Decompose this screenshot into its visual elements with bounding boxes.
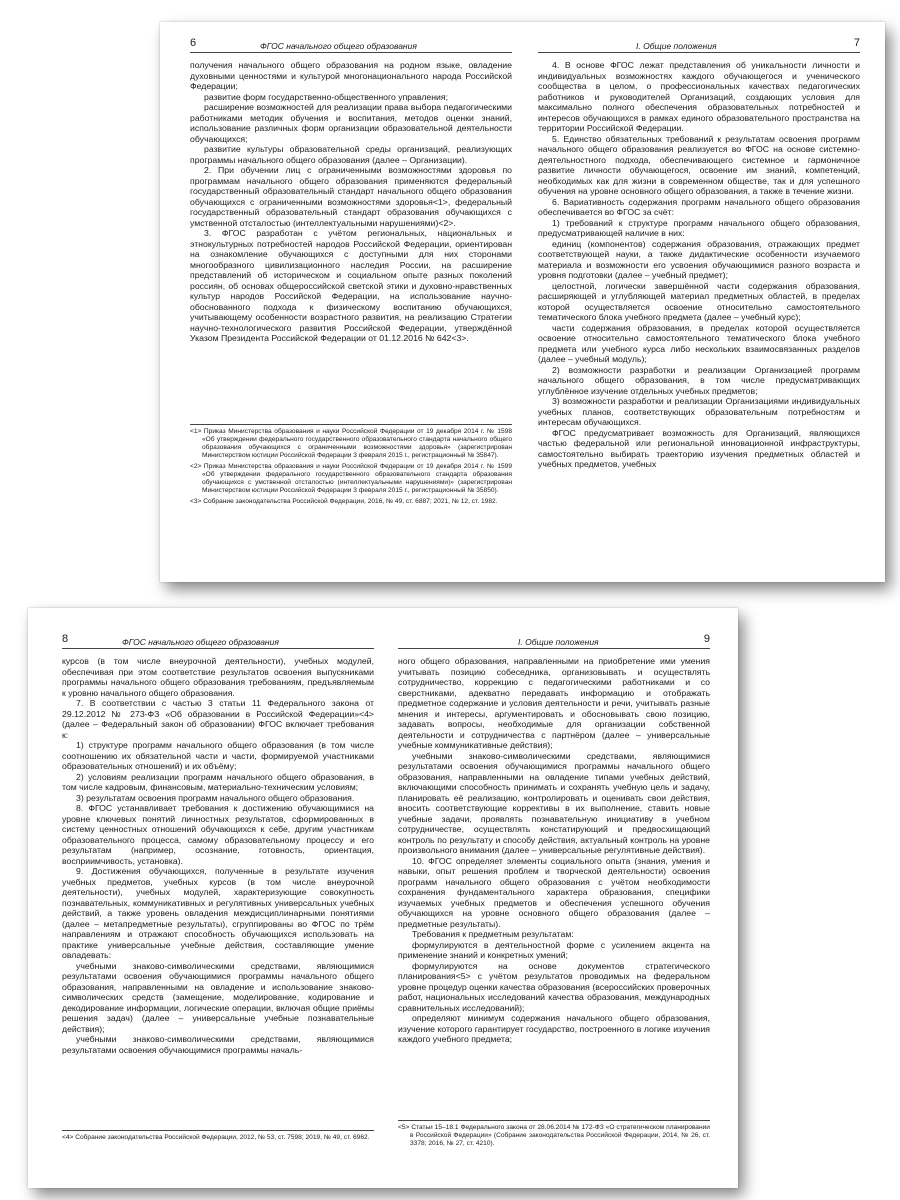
footnotes bbox=[190, 424, 512, 509]
paragraph: 4. В основе ФГОС лежат представления об уникальности личности и индивидуальных возможностях каждого обучающегося и ученического сообщества в целом, о профессиональных качествах педагогических работников и руководителей Организаций, создающих условия для максимально полного обеспечения образовательных потребностей и интересов обучающихся в рамках единого образовательного пространства на территории Российской Федерации. bbox=[538, 60, 860, 133]
paragraph: расширение возможностей для реализации права выбора педагогическими работниками методик обучения и воспитания, методов оценки знаний, использование различных форм организации образовательной деятельности обучающихся; bbox=[190, 102, 512, 144]
book-spread-top bbox=[160, 22, 885, 582]
paragraph: развитие форм государственно-общественного управления; bbox=[204, 91, 449, 102]
page-header bbox=[62, 633, 374, 649]
paragraph: 3) возможности разработки и реализации Организациями индивидуальных учебных планов, соответствующих образовательным потребностям и интересам обучающихся. bbox=[538, 396, 860, 427]
paragraph: ФГОС предусматривает возможность для Организаций, являющихся частью федеральной или региональной инновационной инфраструктуры, самостоятельно выбирать траекторию изучения предметных областей и учебных предметов, учебных bbox=[538, 427, 860, 469]
paragraph: 2) возможности разработки и реализации Организацией программ начального общего образования, в том числе предусматривающих углублённое изучение отдельных учебных предметов; bbox=[538, 364, 860, 396]
page-9 bbox=[398, 608, 710, 1188]
page-number: 6 bbox=[190, 37, 197, 49]
running-title: I. Общие положения bbox=[636, 41, 717, 51]
paragraph: 3) результатам освоения программ начального общего образования. bbox=[76, 792, 355, 803]
footnotes bbox=[62, 1130, 374, 1145]
paragraph: 3. ФГОС разработан с учётом региональных, национальных и этнокультурных потребностей народов Российской Федерации, ориентирован на ознакомление обучающихся с доступными для них сторонами многообразного цивилизационного наследия России, на расширение представлений об историческом и социальном опыте разных поколений россиян, об основах общероссийской светской этики и духовно-нравственных культур народов Российской Федерации, на использование научно-обоснованного подхода к физическому воспитанию обучающихся, учитывающему особенности возрастного развития, на реализацию Стратегии научно-технологического развития Российской Федерации, утверждённой Указом Президента Российской Федерации от 01.12.2016 № 642<3>. bbox=[190, 228, 512, 343]
book-spread-bottom bbox=[28, 608, 738, 1188]
paragraph: формулируются на основе документов стратегического планирования<5> с учётом результатов проводимых на федеральном уровне процедур оценки качества образования (всероссийских проверочных работ, национальных исследований качества образования, международных сравнительных исследований); bbox=[398, 960, 710, 1013]
paragraph: определяют минимум содержания начального общего образования, изучение которого гарантирует государство, построенного в логике изучения каждого учебного предмета; bbox=[398, 1013, 710, 1044]
page-number: 7 bbox=[853, 37, 860, 49]
paragraph: получения начального общего образования на родном языке, овладение духовными ценностями и культурой многонационального народа Российской Федерации; bbox=[190, 60, 512, 91]
paragraph: развитие культуры образовательной среды организаций, реализующих программы начального общего образования (далее – Организации). bbox=[190, 144, 512, 165]
paragraph: части содержания образования, в пределах которой осуществляется освоение относительно самостоятельного тематического блока учебного предмета или учебного курса либо нескольких взаимосвязанных разделов (далее – учебный модуль); bbox=[538, 322, 860, 364]
paragraph: 5. Единство обязательных требований к результатам освоения программ начального общего образования реализуется во ФГОС на основе системно-деятельностного подхода, обеспечивающего системное и гармоничное развитие личности обучающегося, освоение им знаний, компетенций, необходимых как для жизни в современном обществе, так и для успешного обучения на уровне основного общего образования, а также в течение жизни. bbox=[538, 133, 860, 196]
paragraph: 8. ФГОС устанавливает требования к достижению обучающимися на уровне ключевых понятий личностных результатов, сформированных в систему ценностных отношений обучающихся к себе, другим участникам образовательного процесса, самому образовательному процессу и его результатам (например, осознание, готовность, ориентация, восприимчивость, установка). bbox=[62, 803, 374, 866]
running-title: ФГОС начального общего образования bbox=[122, 637, 279, 647]
footnote: <3> Собрание законодательства Российской Федерации, 2016, № 49, ст. 6887; 2021, № 12, ст. 1982. bbox=[190, 498, 498, 505]
footnotes bbox=[398, 1120, 710, 1151]
paragraph: учебными знаково-символическими средствами, являющимися результатами освоения обучающимися программы начального общего образования, направленными на овладение типами учебных действий, включающими способность принимать и сохранять учебную цель и задачу, планировать её реализацию, контролировать и оценивать свои действия, вносить соответствующие коррективы в их выполнение, ставить новые учебные задачи, проявлять познавательную инициативу в учебном сотрудничестве, осуществлять констатирующий и предвосхищающий контроль по результату и способу действия, актуальный контроль на уровне произвольного внимания (далее – универсальные регулятивные действия). bbox=[398, 750, 710, 855]
paragraph: 9. Достижения обучающихся, полученные в результате изучения учебных предметов, учебных курсов (в том числе внеурочной деятельности), учебных модулей, характеризующие совокупность познавательных, коммуникативных и регулятивных универсальных учебных действий, а также уровень овладения междисциплинарными понятиями (далее – метапредметные результаты), сгруппированы во ФГОС по трём направлениям и отражают способность обучающихся использовать на практике универсальные учебные действия, составляющие умение овладевать: bbox=[62, 866, 374, 960]
paragraph: ного общего образования, направленными на приобретение ими умения учитывать позицию собеседника, организовывать и осуществлять сотрудничество, коррекцию с педагогическими работниками и со сверстниками, адекватно передавать информацию и отображать предметное содержание и условия деятельности и речи, учитывать разные мнения и интересы, аргументировать и обосновывать свою позицию, задавать вопросы, необходимые для организации собственной деятельности и сотрудничества с партнёром (далее – универсальные учебные коммуникативные действия); bbox=[398, 656, 710, 750]
page-body bbox=[538, 60, 860, 470]
footnote: <5> Статьи 15–18.1 Федерального закона от 28.06.2014 № 172-ФЗ «О стратегическом планировании в Российской Федерации» (Собрание законодательства Российской Федерации, 2014, № 26, ст. 3378; 2016, № 27, ст. 4210). bbox=[398, 1124, 710, 1147]
paragraph: 2. При обучении лиц с ограниченными возможностями здоровья по программам начального общего образования применяются федеральный государственный образовательный стандарт начального общего образования обучающихся с ограниченными возможностями здоровья<1>, федеральный государственный образовательный стандарт образования обучающихся с умственной отсталостью (интеллектуальными нарушениями)<2>. bbox=[190, 165, 512, 228]
paragraph: 6. Вариативность содержания программ начального общего образования обеспечивается во ФГОС за счёт: bbox=[538, 196, 860, 217]
page-number: 8 bbox=[62, 633, 69, 645]
paragraph: целостной, логически завершённой части содержания образования, расширяющей и углубляющей материал предметных областей, в пределах которой осуществляется освоение относительно самостоятельного тематического блока учебного предмета (далее – учебный курс); bbox=[538, 280, 860, 322]
page-8 bbox=[62, 608, 374, 1188]
running-title: ФГОС начального общего образования bbox=[260, 41, 417, 51]
page-header bbox=[398, 633, 710, 649]
paragraph: учебными знаково-символическими средствами, являющимися результатами освоения обучающимися программы началь- bbox=[62, 1034, 374, 1055]
footnote: <2> Приказ Министерства образования и науки Российской Федерации от 19 декабря 2014 г. № 1599 «Об утверждении федерального государственного образовательного стандарта образования обучающихся с умственной отсталостью (интеллектуальными нарушениями)» (зарегистрирован Министерством юстиции Российской Федерации 3 февраля 2015 г., регистрационный № 35850). bbox=[190, 463, 512, 494]
paragraph: учебными знаково-символическими средствами, являющимися результатами освоения обучающимися программы начального общего образования, направленными на овладение и использование знаково-символических средств (замещение, моделирование, кодирование и декодирование информации, логические операции, включая общие приёмы решения задач) (далее – универсальные учебные познавательные действия); bbox=[62, 960, 374, 1034]
page-body bbox=[190, 60, 512, 344]
footnote: <1> Приказ Министерства образования и науки Российской Федерации от 19 декабря 2014 г. № 1598 «Об утверждении федерального государственного образовательного стандарта начального общего образования обучающихся с ограниченными возможностями здоровья» (зарегистрирован Министерством юстиции Российской Федерации 3 февраля 2015 г., регистрационный № 35847). bbox=[190, 428, 512, 459]
running-title: I. Общие положения bbox=[518, 637, 599, 647]
page-7 bbox=[538, 22, 860, 582]
footnote: <4> Собрание законодательства Российской Федерации, 2012, № 53, ст. 7598; 2019, № 49, ст. 6962. bbox=[62, 1134, 370, 1141]
page-6 bbox=[190, 22, 512, 582]
page-header bbox=[538, 37, 860, 53]
paragraph: 1) структуре программ начального общего образования (в том числе соотношению их обязательной части и части, формируемой участниками образовательных отношений) и их объёму; bbox=[62, 740, 374, 771]
paragraph: единиц (компонентов) содержания образования, отражающих предмет соответствующей науки, а также дидактические особенности изучаемого материала и возможности его усвоения обучающимися разного возраста и уровня подготовки (далее – учебный предмет); bbox=[538, 238, 860, 280]
paragraph: 1) требований к структуре программ начального общего образования, предусматривающей наличие в них: bbox=[538, 217, 860, 238]
paragraph: 2) условиям реализации программ начального общего образования, в том числе кадровым, финансовым, материально-техническим условиям; bbox=[62, 771, 374, 792]
paragraph: курсов (в том числе внеурочной деятельности), учебных модулей, обеспечивая при этом соответствие результатов освоения выпускниками программы начального общего образования требованиям, предъявляемым к уровню начального общего образования. bbox=[62, 656, 374, 698]
page-body bbox=[398, 656, 710, 1045]
page-header bbox=[190, 37, 512, 53]
paragraph: 10. ФГОС определяет элементы социального опыта (знания, умения и навыки, опыт решения проблем и творческой деятельности) освоения программ начального общего образования с учётом необходимости сохранения фундаментального характера образования, специфики изучаемых учебных предметов и обеспечения успешного обучения обучающихся на уровне основного общего образования (далее – предметные результаты). bbox=[398, 855, 710, 929]
paragraph: формулируются в деятельностной форме с усилением акцента на применение знаний и конкретных умений; bbox=[398, 939, 710, 960]
paragraph: 7. В соответствии с частью 3 статьи 11 Федерального закона от 29.12.2012 № 273-ФЗ «Об образовании в Российской Федерации»<4> (далее – Федеральный закон об образовании) ФГОС включает требования к: bbox=[62, 698, 374, 740]
page-number: 9 bbox=[703, 633, 710, 645]
paragraph: Требования к предметным результатам: bbox=[412, 929, 574, 939]
page-body bbox=[62, 656, 374, 1055]
